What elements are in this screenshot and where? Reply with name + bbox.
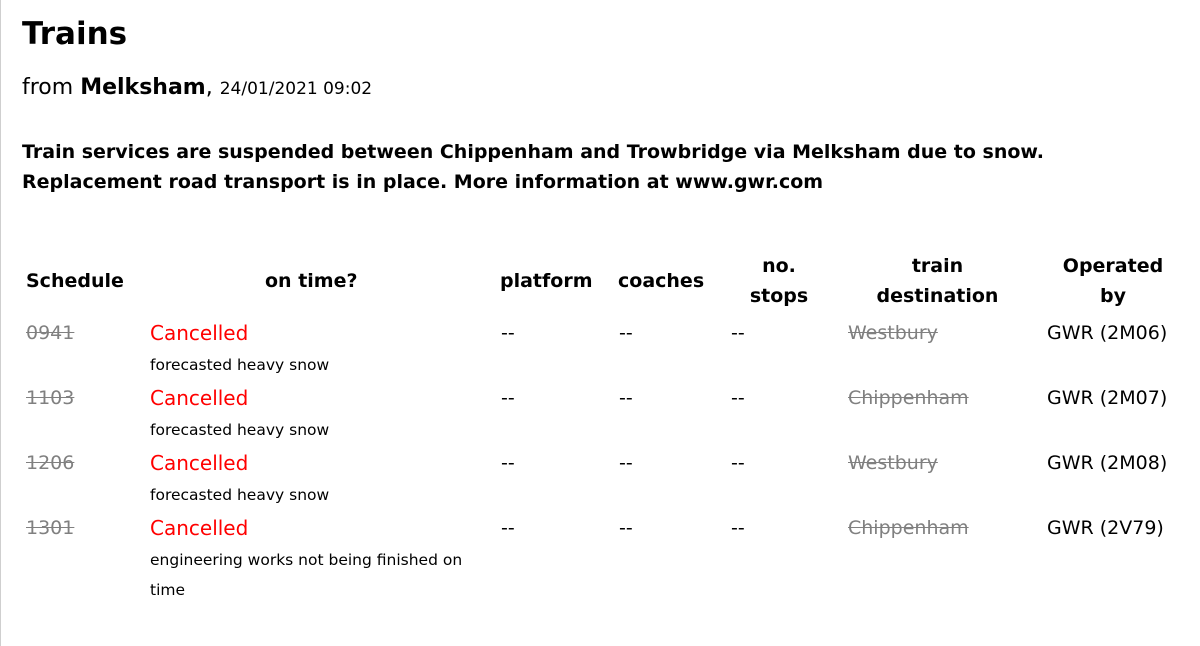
service-notice-line-2: Replacement road transport is in place. More information at www.gwr.com (22, 170, 824, 193)
platform-value: -- (501, 452, 515, 474)
operator-value: GWR (2M06) (1047, 322, 1168, 344)
coaches-value: -- (619, 517, 633, 539)
status-cancelled: Cancelled (150, 516, 249, 540)
service-notice-line-1: Train services are suspended between Chippenham and Trowbridge via Melksham due to snow. (22, 141, 1044, 163)
platform-value: -- (501, 322, 515, 344)
header-no-stops (736, 251, 822, 311)
cancellation-reason: engineering works not being finished on time (150, 551, 463, 599)
destination-value: Chippenham (848, 387, 969, 409)
header-operated-by-line-1: Operated (1062, 255, 1164, 277)
header-schedule: Schedule (26, 270, 124, 292)
coaches-value: -- (619, 452, 633, 474)
status-cancelled: Cancelled (150, 321, 249, 345)
operator-value: GWR (2V79) (1047, 517, 1164, 539)
status-cancelled: Cancelled (150, 451, 249, 475)
page-left-border (0, 0, 1, 646)
station-name: Melksham (80, 75, 206, 100)
departure-info (22, 73, 372, 104)
destination-value: Westbury (848, 452, 938, 474)
header-train-destination-line-1: train (911, 255, 964, 277)
stops-value: -- (731, 517, 745, 539)
operator-value: GWR (2M08) (1047, 452, 1168, 474)
page-title: Trains (22, 16, 128, 52)
cancellation-reason: forecasted heavy snow (150, 356, 330, 374)
schedule-time: 1206 (26, 452, 75, 474)
stops-value: -- (731, 452, 745, 474)
destination-value: Westbury (848, 322, 938, 344)
schedule-time: 0941 (26, 322, 75, 344)
schedule-time: 1301 (26, 517, 75, 539)
operator-value: GWR (2M07) (1047, 387, 1168, 409)
header-train-destination-line-2: destination (876, 285, 999, 307)
stops-value: -- (731, 387, 745, 409)
stops-value: -- (731, 322, 745, 344)
report-datetime: 24/01/2021 09:02 (219, 79, 373, 99)
platform-value: -- (501, 517, 515, 539)
service-notice (22, 138, 1182, 197)
cancellation-reason: forecasted heavy snow (150, 421, 330, 439)
header-operated-by (1050, 251, 1176, 311)
header-platform: platform (500, 270, 593, 292)
header-no-stops-line-1: no. (762, 255, 796, 277)
header-no-stops-line-2: stops (749, 285, 809, 307)
separator: , (205, 75, 213, 100)
coaches-value: -- (619, 322, 633, 344)
coaches-value: -- (619, 387, 633, 409)
header-on-time: on time? (265, 270, 358, 292)
schedule-time: 1103 (26, 387, 75, 409)
from-label: from (22, 75, 74, 100)
header-coaches: coaches (618, 270, 705, 292)
header-operated-by-line-2: by (1100, 285, 1126, 307)
header-train-destination (860, 251, 1015, 311)
destination-value: Chippenham (848, 517, 969, 539)
platform-value: -- (501, 387, 515, 409)
status-cancelled: Cancelled (150, 386, 249, 410)
cancellation-reason: forecasted heavy snow (150, 486, 330, 504)
